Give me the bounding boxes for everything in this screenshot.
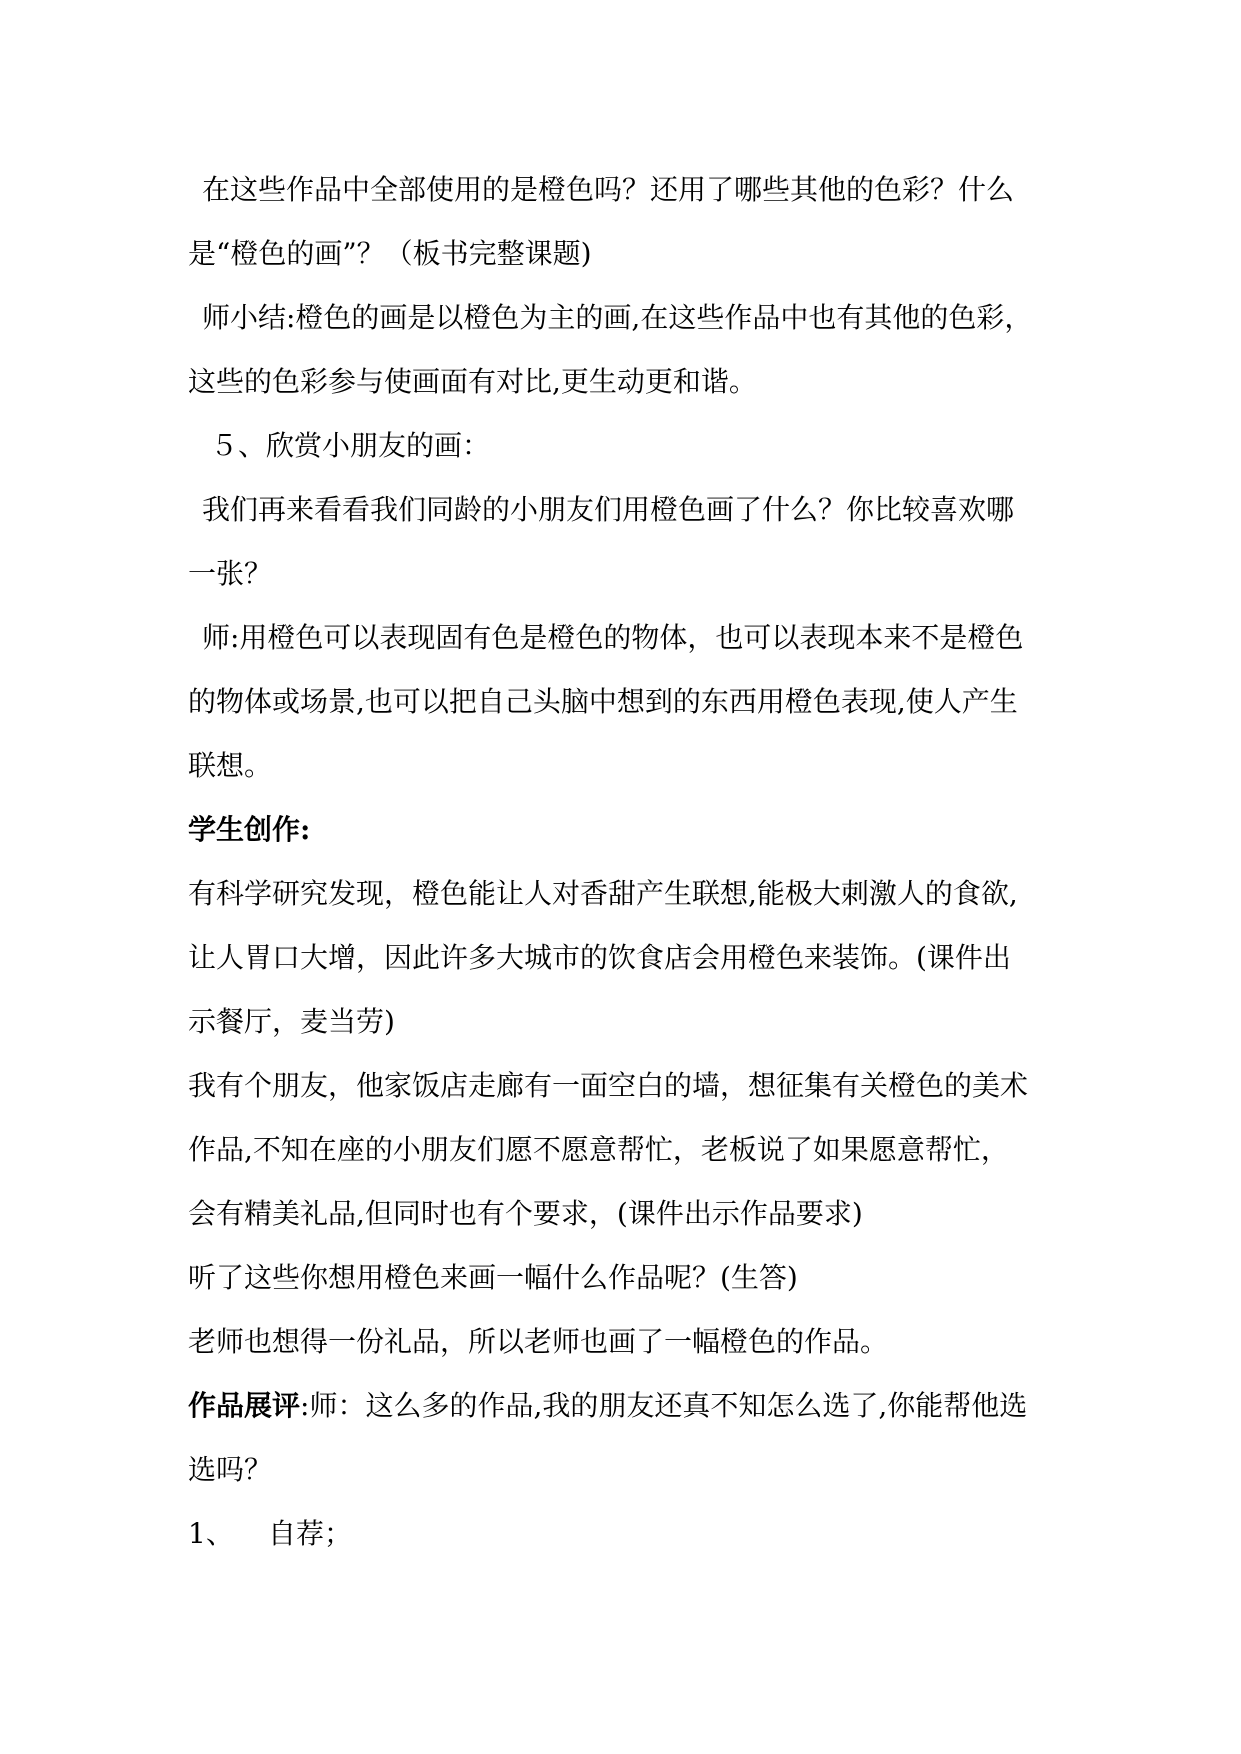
list-text: 自荐； <box>268 1517 353 1550</box>
paragraph-line: 联想。 <box>188 749 273 782</box>
paragraph-line: 示餐厅，麦当劳) <box>188 1005 395 1038</box>
paragraph-line: 有科学研究发现，橙色能让人对香甜产生联想,能极大刺激人的食欲, <box>188 877 1018 910</box>
paragraph-line: 听了这些你想用橙色来画一幅什么作品呢？(生答) <box>188 1261 798 1294</box>
section-item-5: ５、欣赏小朋友的画： <box>210 429 491 462</box>
review-line <box>188 1374 1058 1438</box>
document-body <box>188 158 1058 1566</box>
paragraph-line: 作品,不知在座的小朋友们愿不愿意帮忙，老板说了如果愿意帮忙， <box>188 1133 1009 1166</box>
paragraph-line: 是“橙色的画”？（板书完整课题) <box>188 237 592 270</box>
paragraph-line: 我有个朋友，他家饭店走廊有一面空白的墙，想征集有关橙色的美术 <box>188 1069 1029 1102</box>
paragraph-line: 一张？ <box>188 557 273 590</box>
paragraph-line: 我们再来看看我们同龄的小朋友们用橙色画了什么？你比较喜欢哪 <box>202 493 1015 526</box>
paragraph-line: 会有精美礼品,但同时也有个要求，(课件出示作品要求) <box>188 1197 863 1230</box>
paragraph-line: 师小结:橙色的画是以橙色为主的画,在这些作品中也有其他的色彩， <box>202 301 1033 334</box>
paragraph-line: 师:用橙色可以表现固有色是橙色的物体，也可以表现本来不是橙色 <box>202 621 1024 654</box>
heading-student-creation: 学生创作: <box>188 813 311 846</box>
list-number: 1、 <box>188 1517 234 1550</box>
paragraph-line: 让人胃口大增，因此许多大城市的饮食店会用橙色来装饰。(课件出 <box>188 941 1011 974</box>
paragraph-line: 的物体或场景,也可以把自己头脑中想到的东西用橙色表现,使人产生 <box>188 685 1018 718</box>
paragraph-line: 选吗？ <box>188 1453 273 1486</box>
heading-work-review: 作品展评 <box>188 1389 301 1422</box>
paragraph-line: 这些的色彩参与使画面有对比,更生动更和谐。 <box>188 365 757 398</box>
paragraph-line: 在这些作品中全部使用的是橙色吗？还用了哪些其他的色彩？什么 <box>202 173 1015 206</box>
paragraph-line: 老师也想得一份礼品，所以老师也画了一幅橙色的作品。 <box>188 1325 889 1358</box>
review-text: :师：这么多的作品,我的朋友还真不知怎么选了,你能帮他选 <box>300 1389 1028 1422</box>
list-item <box>188 1502 1058 1566</box>
